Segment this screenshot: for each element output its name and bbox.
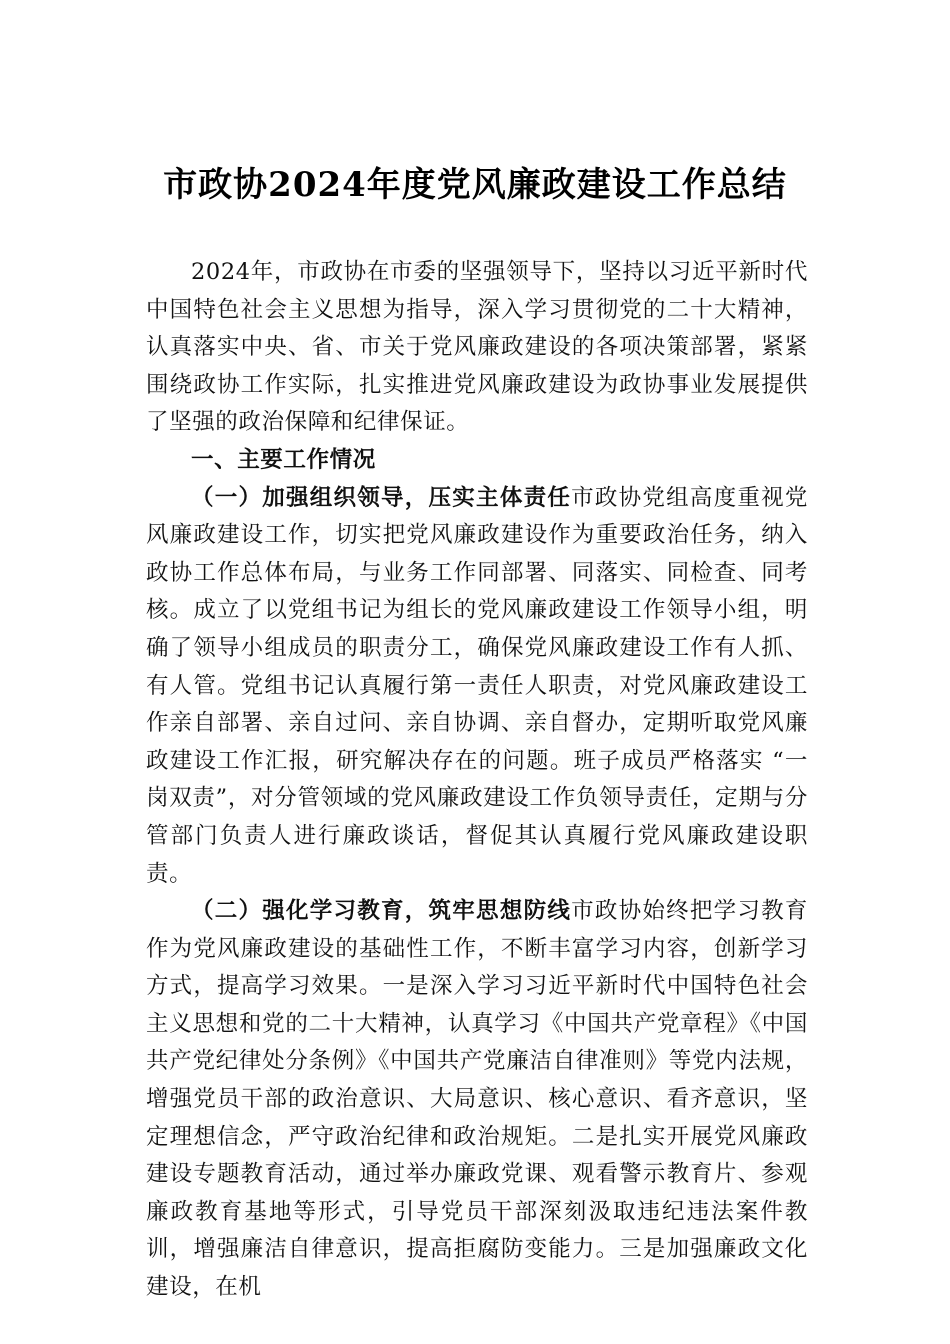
item-2-text: 市政协始终把学习教育作为党风廉政建设的基础性工作，不断丰富学习内容，创新学习方式，提高学习效果。一是深入学习习近平新时代中国特色社会主义思想和党的二十大精神，认真学习《中国共产党章程》《中国共产党纪律处分条例》《中国共产党廉洁自律准则》等党内法规，增强党员干部的政治意识、大局意识、核心意识、看齐意识，坚定理想信念，严守政治纪律和政治规矩。二是扎实开展党风廉政建设专题教育活动，通过举办廉政党课、观看警示教育片、参观廉政教育基地等形式，引导党员干部深刻汲取违纪违法案件教训，增强廉洁自律意识，提高拒腐防变能力。三是加强廉政文化建设，在机 — [146, 898, 808, 1301]
section-item-2 — [146, 893, 808, 1307]
item-1-text: 市政协党组高度重视党风廉政建设工作，切实把党风廉政建设作为重要政治任务，纳入政协工作总体布局，与业务工作同部署、同落实、同检查、同考核。成立了以党组书记为组长的党风廉政建设工作领导小组，明确了领导小组成员的职责分工，确保党风廉政建设工作有人抓、有人管。党组书记认真履行第一责任人职责，对党风廉政建设工作亲自部署、亲自过问、亲自协调、亲自督办，定期听取党风廉政建设工作汇报，研究解决存在的问题。班子成员严格落实 “一岗双责”，对分管领域的党风廉政建设工作负领导责任，定期与分管部门负责人进行廉政谈话，督促其认真履行党风廉政建设职责。 — [146, 484, 808, 887]
document-body — [146, 254, 808, 1307]
item-1-heading: （一）加强组织领导，压实主体责任 — [191, 484, 572, 511]
section-item-1 — [146, 480, 808, 894]
intro-paragraph: 2024年，市政协在市委的坚强领导下，坚持以习近平新时代中国特色社会主义思想为指导，深入学习贯彻党的二十大精神，认真落实中央、省、市关于党风廉政建设的各项决策部署，紧紧围绕政协工作实际，扎实推进党风廉政建设为政协事业发展提供了坚强的政治保障和纪律保证。 — [146, 259, 808, 436]
item-2-heading: （二）强化学习教育，筑牢思想防线 — [191, 898, 572, 925]
document-title: 市政协2024年度党风廉政建设工作总结 — [163, 165, 787, 205]
section-heading: 一、主要工作情况 — [191, 446, 376, 473]
